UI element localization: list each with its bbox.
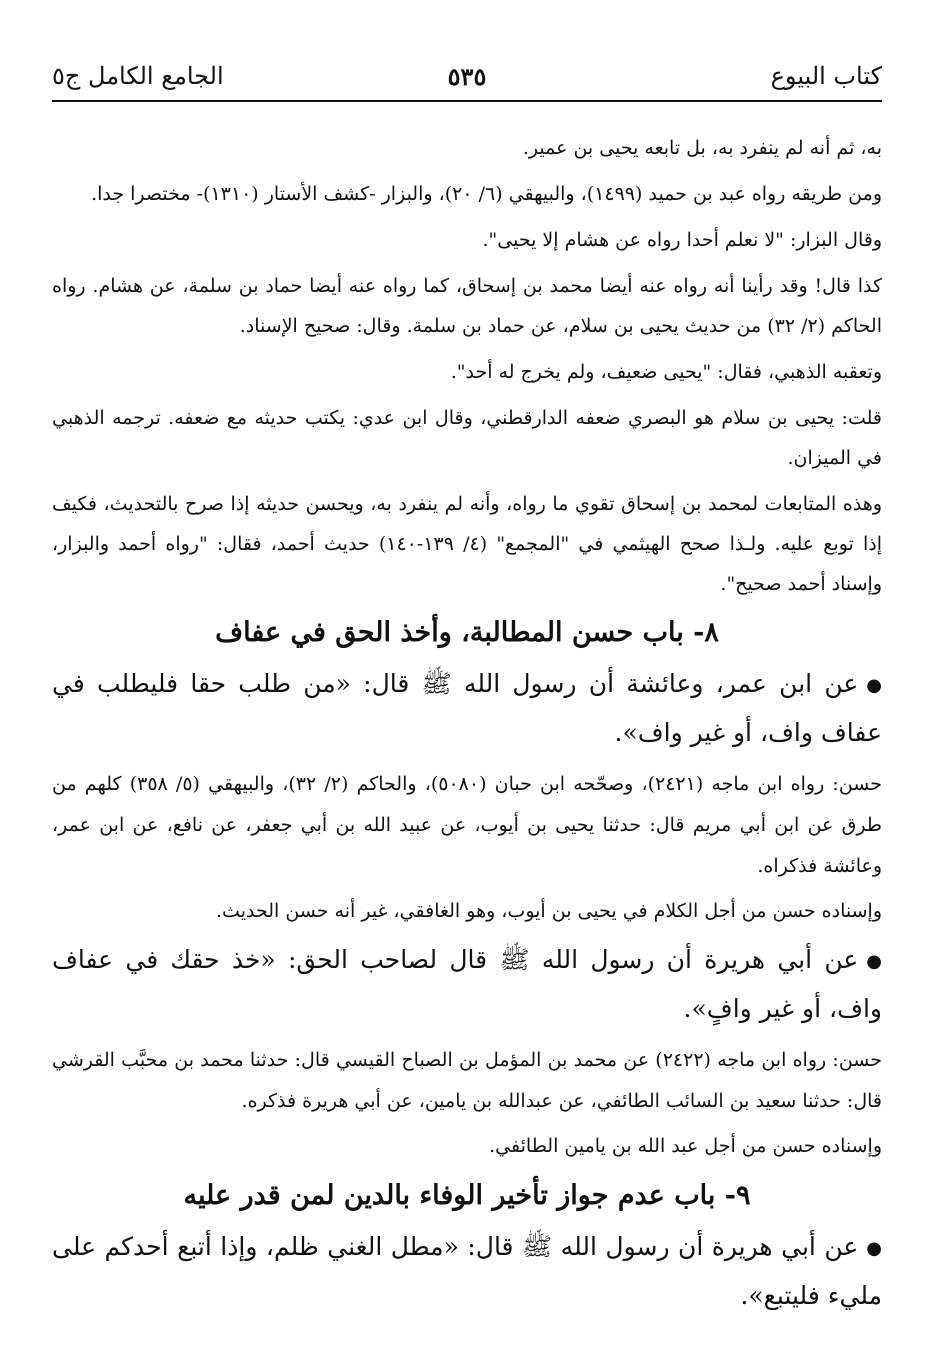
section-heading: ٩- باب عدم جواز تأخير الوفاء بالدين لمن قدر عليه [183, 1180, 751, 1211]
hadith-body: عن ابن عمر، وعائشة أن رسول الله ﷺ قال: «من طلب حقا فليطلب في عفاف واف، أو غير واف». [52, 669, 882, 747]
bullet-icon: ● [866, 951, 882, 972]
takhrij-note: وإسناده حسن من أجل الكلام في يحيى بن أيوب، وهو الغافقي، غير أنه حسن الحديث. [216, 900, 882, 922]
bullet-icon: ● [866, 675, 882, 696]
paragraph: قلت: يحيى بن سلام هو البصري ضعفه الدارقطني، وقال ابن عدي: يكتب حديثه مع ضعفه. ترجمه الذهبي في الميزان. [52, 407, 882, 469]
page-number: ٥٣٥ [447, 62, 487, 91]
bullet-icon: ● [866, 1238, 882, 1259]
paragraph: وتعقبه الذهبي، فقال: "يحيى ضعيف، ولم يخرج له أحد". [450, 361, 882, 383]
hadith-body: عن أبي هريرة أن رسول الله ﷺ قال لصاحب الحق: «خذ حقك في عفاف واف، أو غير وافٍ». [52, 945, 882, 1023]
hadith-text [52, 660, 882, 756]
page-body [52, 128, 882, 1327]
takhrij-note: وإسناده حسن من أجل عبد الله بن يامين الطائفي. [489, 1135, 882, 1157]
hadith-body: عن أبي هريرة أن رسول الله ﷺ قال: «مطل الغني ظلم، وإذا أتبع أحدكم على مليء فليتبع». [52, 1232, 882, 1310]
paragraph: به، ثم أنه لم ينفرد به، بل تابعه يحيى بن عمير. [522, 137, 882, 159]
section-heading: ٨- باب حسن المطالبة، وأخذ الحق في عفاف [215, 617, 719, 648]
paragraph: وهذه المتابعات لمحمد بن إسحاق تقوي ما رواه، وأنه لم ينفرد به، ويحسن حديثه إذا صرح بالتحديث، فكيف إذا توبع عليه. ولـذا صحح الهيثمي في "المجمع" (٤/ ١٣٩-١٤٠) حديث أحمد، فقال: "رواه أحمد والبزار، وإسناد أحمد صحيح". [52, 493, 882, 595]
paragraph: وقال البزار: "لا نعلم أحدا رواه عن هشام إلا يحيى". [482, 229, 882, 251]
header-section-title: كتاب البيوع [770, 62, 882, 90]
paragraph: ومن طريقه رواه عبد بن حميد (١٤٩٩)، والبيهقي (٦/ ٢٠)، والبزار -كشف الأستار (١٣١٠)- مختصرا جدا. [91, 183, 882, 205]
hadith-text [52, 1223, 882, 1319]
takhrij-note: حسن: رواه ابن ماجه (٢٤٢٢) عن محمد بن المؤمل بن الصباح القيسي قال: حدثنا محمد بن محبَّب القرشي قال: حدثنا سعيد بن السائب الطائفي، عن عبدالله بن يامين، عن أبي هريرة فذكره. [52, 1049, 882, 1112]
takhrij-note: حسن: رواه ابن ماجه (٢٤٢١)، وصحّحه ابن حبان (٥٠٨٠)، والحاكم (٢/ ٣٢)، والبيهقي (٥/ ٣٥٨) كلهم من طرق عن ابن أبي مريم قال: حدثنا يحيى بن أيوب، عن عبيد الله بن أبي جعفر، عن نافع، عن ابن عمر، وعائشة فذكراه. [52, 773, 882, 877]
paragraph: كذا قال! وقد رأينا أنه رواه عنه أيضا محمد بن إسحاق، كما رواه عنه أيضا حماد بن سلمة، عن هشام. رواه الحاكم (٢/ ٣٢) من حديث يحيى بن سلام، عن حماد بن سلمة. وقال: صحيح الإسناد. [52, 275, 882, 337]
header-book-title: الجامع الكامل ج٥ [52, 62, 224, 90]
hadith-text [52, 936, 882, 1032]
header-rule [52, 100, 882, 102]
page-header [52, 58, 882, 98]
